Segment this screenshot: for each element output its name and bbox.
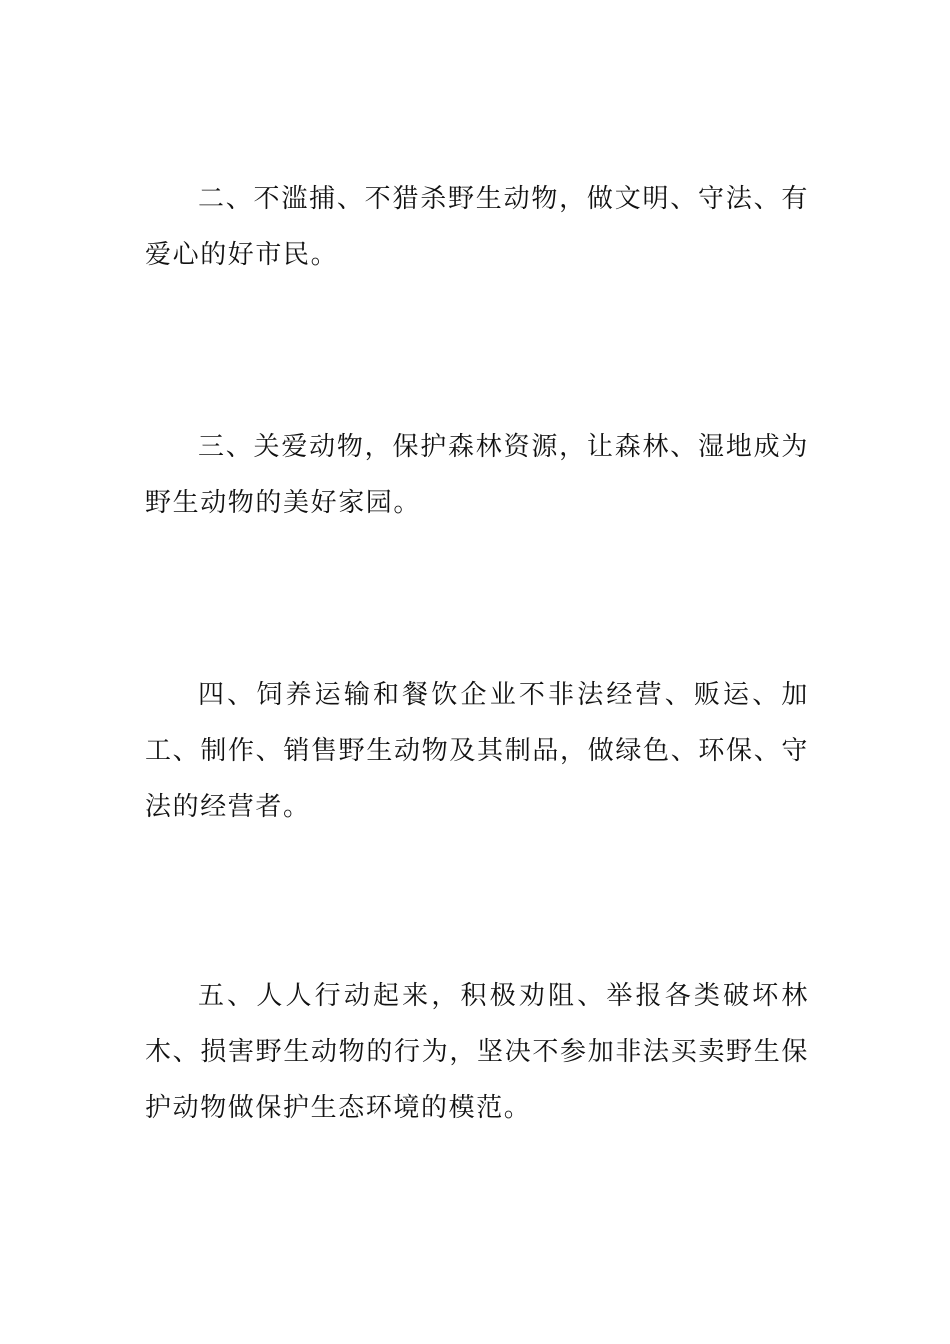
paragraph-item-3: 三、关爱动物，保护森林资源，让森林、湿地成为野生动物的美好家园。 <box>145 432 809 518</box>
paragraph-item-2: 二、不滥捕、不猎杀野生动物，做文明、守法、有爱心的好市民。 <box>145 184 809 270</box>
paragraph-item-4: 四、饲养运输和餐饮企业不非法经营、贩运、加工、制作、销售野生动物及其制品，做绿色、环保、守法的经营者。 <box>145 680 809 822</box>
paragraph-item-5: 五、人人行动起来，积极劝阻、举报各类破坏林木、损害野生动物的行为，坚决不参加非法买卖野生保护动物做保护生态环境的模范。 <box>145 981 809 1123</box>
